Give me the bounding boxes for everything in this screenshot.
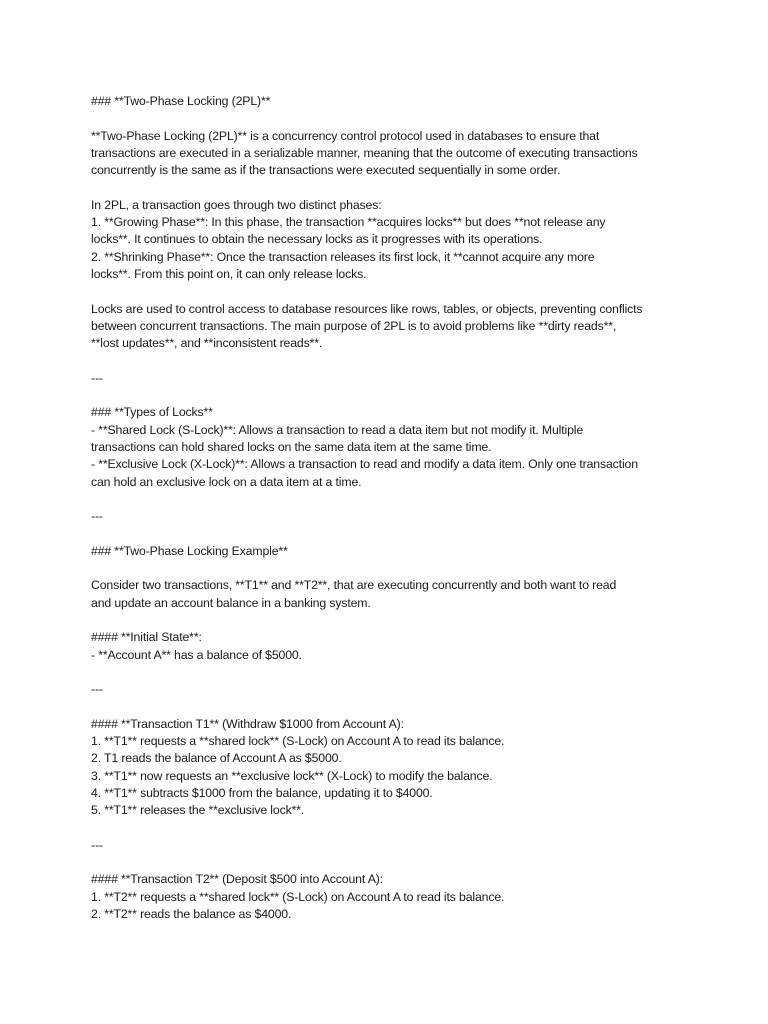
list-item-t1-step: 4. **T1** subtracts $1000 from the balance, updating it to $4000. [91,785,433,800]
list-item-t2-step: 2. **T2** reads the balance as $4000. [91,906,292,921]
blank-line [91,283,691,300]
list-item-shared-lock-cont: transactions can hold shared locks on the same data item at the same time. [91,439,492,454]
document-page [91,93,691,923]
paragraph-line: transactions are executed in a serializable manner, meaning that the outcome of executing transactions [91,145,638,160]
list-item-t1-step: 2. T1 reads the balance of Account A as $5000. [91,751,342,766]
list-item-account-a: - **Account A** has a balance of $5000. [91,647,302,662]
blank-line [91,854,691,871]
list-item-growing-phase-cont: locks**. It continues to obtain the necessary locks as it progresses with its operations. [91,232,543,247]
heading-two-phase-locking-example: ### **Two-Phase Locking Example** [91,543,288,558]
heading-transaction-t2: #### **Transaction T2** (Deposit $500 into Account A): [91,872,383,887]
blank-line [91,525,691,542]
blank-line [91,698,691,715]
list-item-growing-phase: 1. **Growing Phase**: In this phase, the transaction **acquires locks** but does **not release any [91,215,606,230]
paragraph-line: **Two-Phase Locking (2PL)** is a concurrency control protocol used in databases to ensure that [91,128,600,143]
list-item-shrinking-phase: 2. **Shrinking Phase**: Once the transaction releases its first lock, it **cannot acquire any more [91,249,595,264]
list-item-t1-step: 3. **T1** now requests an **exclusive lock** (X-Lock) to modify the balance. [91,768,493,783]
blank-line [91,352,691,369]
list-item-t1-step: 5. **T1** releases the **exclusive lock**. [91,803,305,818]
blank-line [91,179,691,196]
blank-line [91,819,691,836]
horizontal-rule-text: --- [91,509,103,524]
paragraph-line: Locks are used to control access to database resources like rows, tables, or objects, preventing conflicts [91,301,643,316]
paragraph-line: concurrently is the same as if the transactions were executed sequentially in some order. [91,163,561,178]
heading-types-of-locks: ### **Types of Locks** [91,405,213,420]
horizontal-rule-text: --- [91,837,103,852]
paragraph-line: Consider two transactions, **T1** and **T2**, that are executing concurrently and both want to read [91,578,617,593]
blank-line [91,110,691,127]
list-item-shared-lock: - **Shared Lock (S-Lock)**: Allows a transaction to read a data item but not modify it. Multiple [91,422,584,437]
list-item-exclusive-lock: - **Exclusive Lock (X-Lock)**: Allows a transaction to read and modify a data item. Only one transaction [91,457,638,472]
heading-two-phase-locking: ### **Two-Phase Locking (2PL)** [91,94,271,108]
list-item-t1-step: 1. **T1** requests a **shared lock** (S-Lock) on Account A to read its balance. [91,733,505,748]
paragraph-line: and update an account balance in a banking system. [91,595,371,610]
heading-transaction-t1: #### **Transaction T1** (Withdraw $1000 from Account A): [91,716,404,731]
blank-line [91,664,691,681]
horizontal-rule-text: --- [91,682,103,697]
paragraph-line: **lost updates**, and **inconsistent reads**. [91,336,323,351]
list-item-exclusive-lock-cont: can hold an exclusive lock on a data item at a time. [91,474,362,489]
list-item-shrinking-phase-cont: locks**. From this point on, it can only release locks. [91,266,367,281]
horizontal-rule-text: --- [91,370,103,385]
paragraph-line: between concurrent transactions. The main purpose of 2PL is to avoid problems like **dirty reads**, [91,318,617,333]
blank-line [91,612,691,629]
blank-line [91,491,691,508]
blank-line [91,560,691,577]
paragraph-line: In 2PL, a transaction goes through two distinct phases: [91,197,382,212]
blank-line [91,387,691,404]
list-item-t2-step: 1. **T2** requests a **shared lock** (S-Lock) on Account A to read its balance. [91,889,505,904]
heading-initial-state: #### **Initial State**: [91,630,202,645]
